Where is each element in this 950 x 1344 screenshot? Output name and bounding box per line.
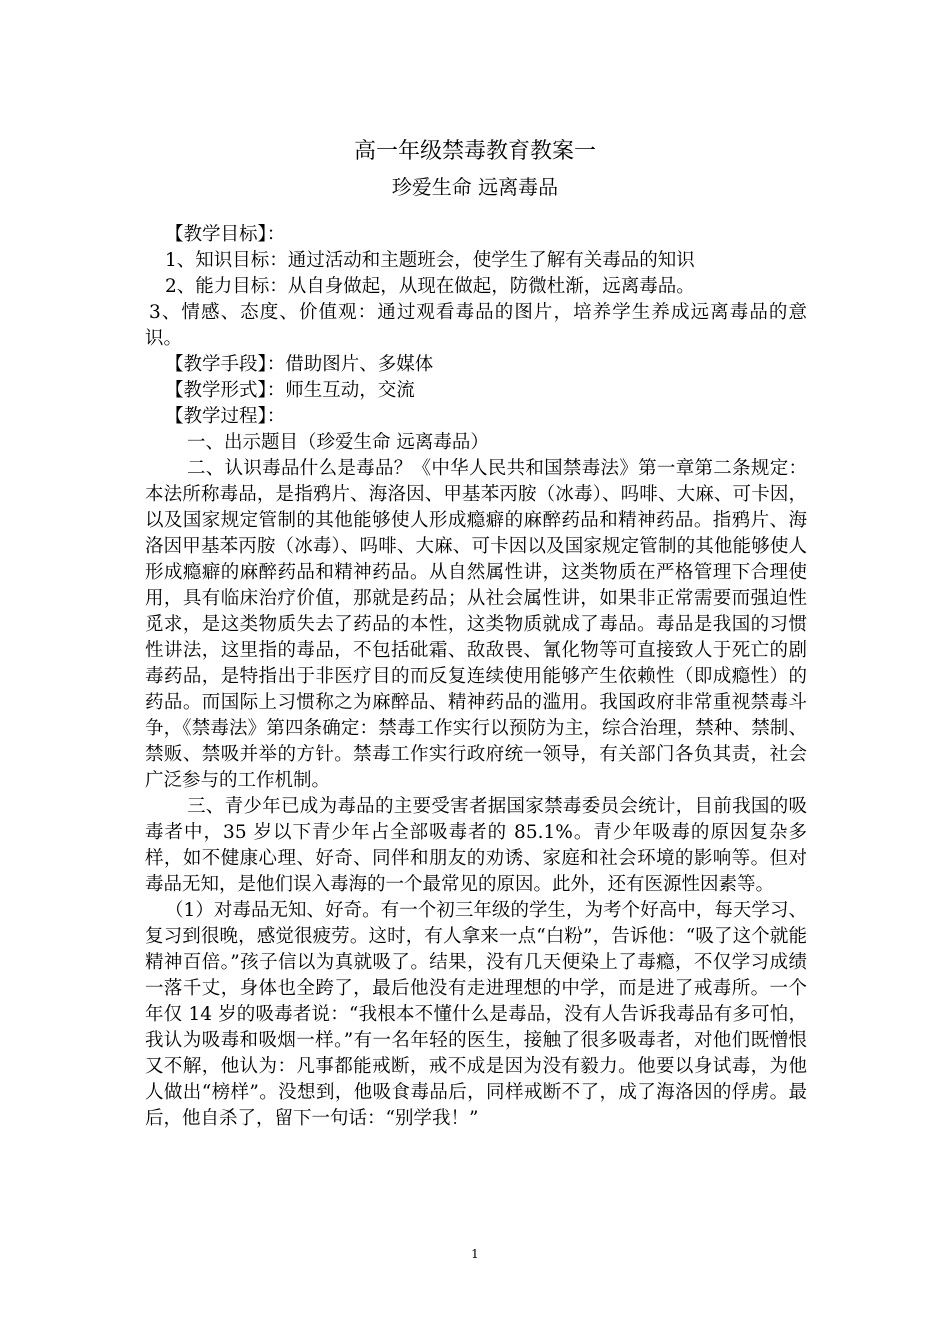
document-body — [145, 222, 807, 1132]
teaching-means: 【教学手段】：借助图片、多媒体 — [165, 354, 434, 375]
section-heading-process: 【教学过程】： — [165, 406, 286, 427]
objective-ability: 2、能力目标：从自身做起，从现在做起，防微杜渐，远离毒品。 — [165, 276, 695, 297]
teaching-form: 【教学形式】：师生互动，交流 — [165, 380, 415, 401]
objective-knowledge: 1、知识目标：通过活动和主题班会，使学生了解有关毒品的知识 — [165, 250, 695, 271]
cause-ignorance-curiosity: （1）对毒品无知、好奇。有一个初三年级的学生，为考个好高中，每天学习、复习到很晚，感觉很疲劳。这时，有人拿来一点“白粉”，告诉他：“吸了这个就能精神百倍。”孩子信以为真就吸了。结果，没有几天便染上了毒瘾，不仅学习成绩一落千丈，身体也全跨了，最后他没有走进理想的中学，而是进了戒毒所。一个年仅 14 岁的吸毒者说：“我根本不懂什么是毒品，没有人告诉我毒品有多可怕，我认为吸毒和吸烟一样。”有一名年轻的医生，接触了很多吸毒者，对他们既憎恨又不解，他认为：凡事都能戒断，戒不成是因为没有毅力。他要以身试毒，为他人做出“榜样”。没想到，他吸食毒品后，同样戒断不了，成了海洛因的俘虏。最后，他自杀了，留下一句话：“别学我！” — [145, 900, 807, 1129]
process-step-three: 三、青少年已成为毒品的主要受害者据国家禁毒委员会统计，目前我国的吸毒者中，35 岁以下青少年占全部吸毒者的 85.1%。青少年吸毒的原因复杂多样，如不健康心理、好奇、同伴和朋友的劝诱、家庭和社会环境的影响等。但对毒品无知，是他们误入毒海的一个最常见的原因。此外，还有医源性因素等。 — [145, 796, 807, 895]
document-title: 高一年级禁毒教育教案一 — [353, 139, 596, 164]
objective-emotion: 3、情感、态度、价值观：通过观看毒品的图片，培养学生养成远离毒品的意识。 — [145, 302, 807, 349]
page-number: 1 — [471, 1247, 479, 1261]
document-subtitle: 珍爱生命 远离毒品 — [391, 175, 559, 199]
section-heading-objectives: 【教学目标】： — [165, 224, 286, 245]
process-step-one: 一、出示题目（珍爱生命 远离毒品） — [187, 432, 489, 453]
process-step-two: 二、认识毒品什么是毒品？《中华人民共和国禁毒法》第一章第二条规定：本法所称毒品，是指鸦片、海洛因、甲基苯丙胺（冰毒）、吗啡、大麻、可卡因，以及国家规定管制的其他能够使人形成瘾癖的麻醉药品和精神药品。指鸦片、海洛因甲基苯丙胺（冰毒）、吗啡、大麻、可卡因以及国家规定管制的其他能够使人形成瘾癖的麻醉药品和精神药品。从自然属性讲，这类物质在严格管理下合理使用，具有临床治疗价值，那就是药品；从社会属性讲，如果非正常需要而强迫性觅求，是这类物质失去了药品的本性，这类物质就成了毒品。毒品是我国的习惯性讲法，这里指的毒品，不包括砒霜、敌敌畏、氰化物等可直接致人于死亡的剧毒药品，是特指出于非医疗目的而反复连续使用能够产生依赖性（即成瘾性）的药品。而国际上习惯称之为麻醉品、精神药品的滥用。我国政府非常重视禁毒斗争，《禁毒法》第四条确定：禁毒工作实行以预防为主，综合治理，禁种、禁制、禁贩、禁吸并举的方针。禁毒工作实行政府统一领导，有关部门各负其责，社会广泛参与的工作机制。 — [145, 458, 807, 791]
